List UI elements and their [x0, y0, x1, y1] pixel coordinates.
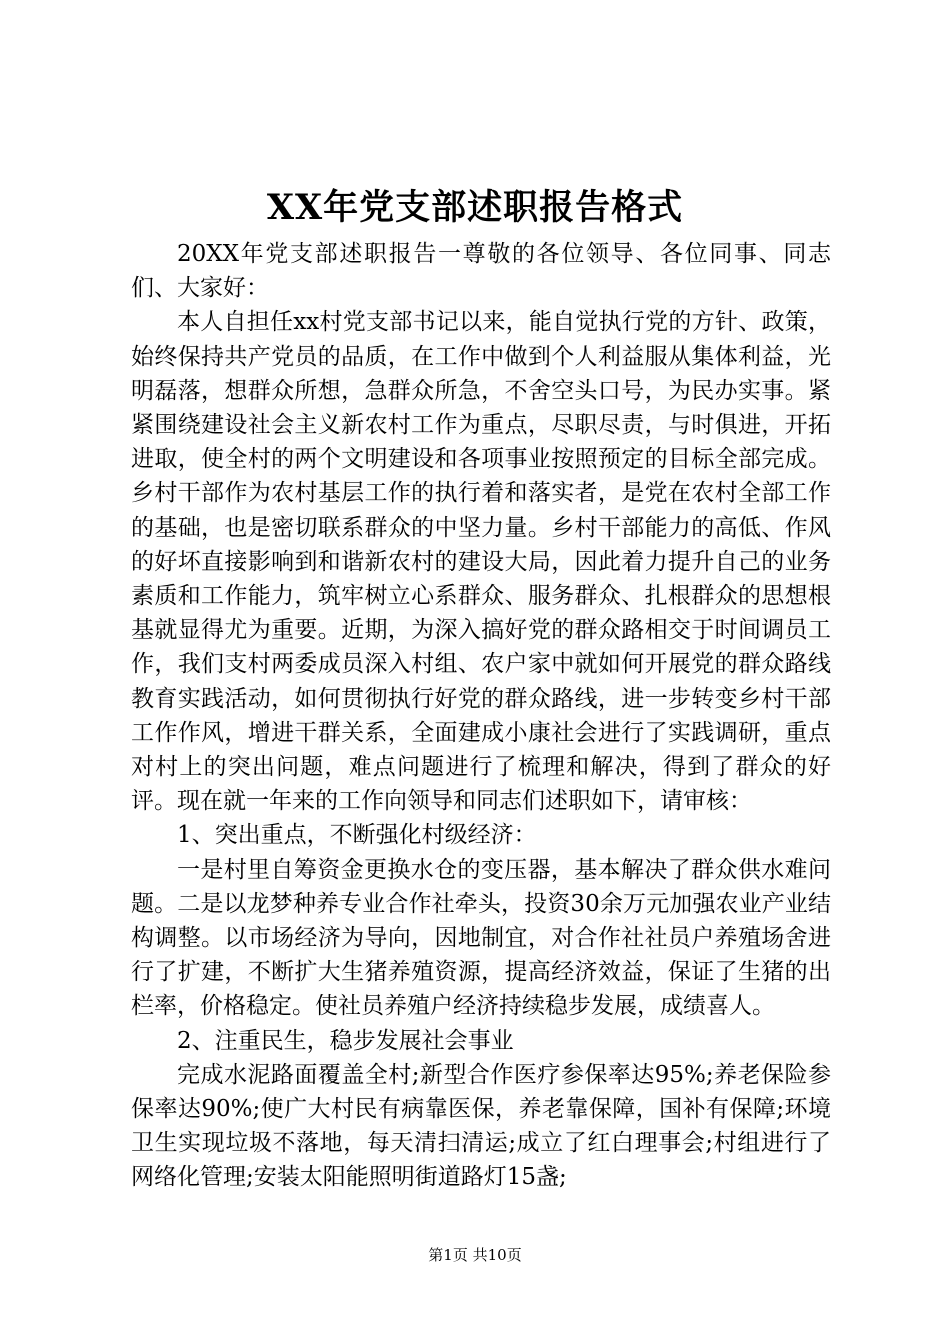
paragraph-intro: 本人自担任xx村党支部书记以来，能自觉执行党的方针、政策，始终保持共产党员的品质，在工作中做到个人利益服从集体利益，光明磊落，想群众所想，急群众所急，不舍空头口号，为民办实事。紧紧围绕建设社会主义新农村工作为重点，尽职尽责，与时俱进，开拓进取，使全村的两个文明建设和各项事业按照预定的目标全部完成。乡村干部作为农村基层工作的执行着和落实者，是党在农村全部工作的基础，也是密切联系群众的中坚力量。乡村干部能力的高低、作风的好坏直接影响到和谐新农村的建设大局，因此着力提升自己的业务素质和工作能力，筑牢树立心系群众、服务群众、扎根群众的思想根基就显得尤为重要。近期，为深入搞好党的群众路相交于时间调员工作，我们支村两委成员深入村组、农户家中就如何开展党的群众路线教育实践活动，如何贯彻执行好党的群众路线，进一步转变乡村干部工作作风，增进干群关系，全面建成小康社会进行了实践调研，重点对村上的突出问题，难点问题进行了梳理和解决，得到了群众的好评。现在就一年来的工作向领导和同志们述职如下，请审核：	[131, 309, 831, 815]
document-title: XX年党支部述职报告格式	[266, 187, 684, 228]
paragraph-section-1: 一是村里自筹资金更换水仓的变压器，基本解决了群众供水难问题。二是以龙梦种养专业合作社牵头，投资30余万元加强农业产业结构调整。以市场经济为导向，因地制宜，对合作社社员户养殖场舍进行了扩建，不断扩大生猪养殖资源，提高经济效益，保证了生猪的出栏率，价格稳定。使社员养殖户经济持续稳步发展，成绩喜人。	[131, 856, 831, 1020]
page-number-footer: 第1页 共10页	[428, 1246, 522, 1264]
document-body	[131, 237, 831, 1195]
paragraph-section-2: 完成水泥路面覆盖全村;新型合作医疗参保率达95%;养老保险参保率达90%;使广大村民有病靠医保，养老靠保障，国补有保障;环境卫生实现垃圾不落地，每天清扫清运;成立了红白理事会;村组进行了网络化管理;安装太阳能照明街道路灯15盏;	[131, 1061, 831, 1191]
section-heading-2: 2、注重民生，稳步发展社会事业	[177, 1027, 514, 1054]
section-heading-1: 1、突出重点，不断强化村级经济：	[177, 822, 537, 849]
paragraph-greeting: 20XX年党支部述职报告一尊敬的各位领导、各位同事、同志们、大家好：	[131, 241, 831, 302]
